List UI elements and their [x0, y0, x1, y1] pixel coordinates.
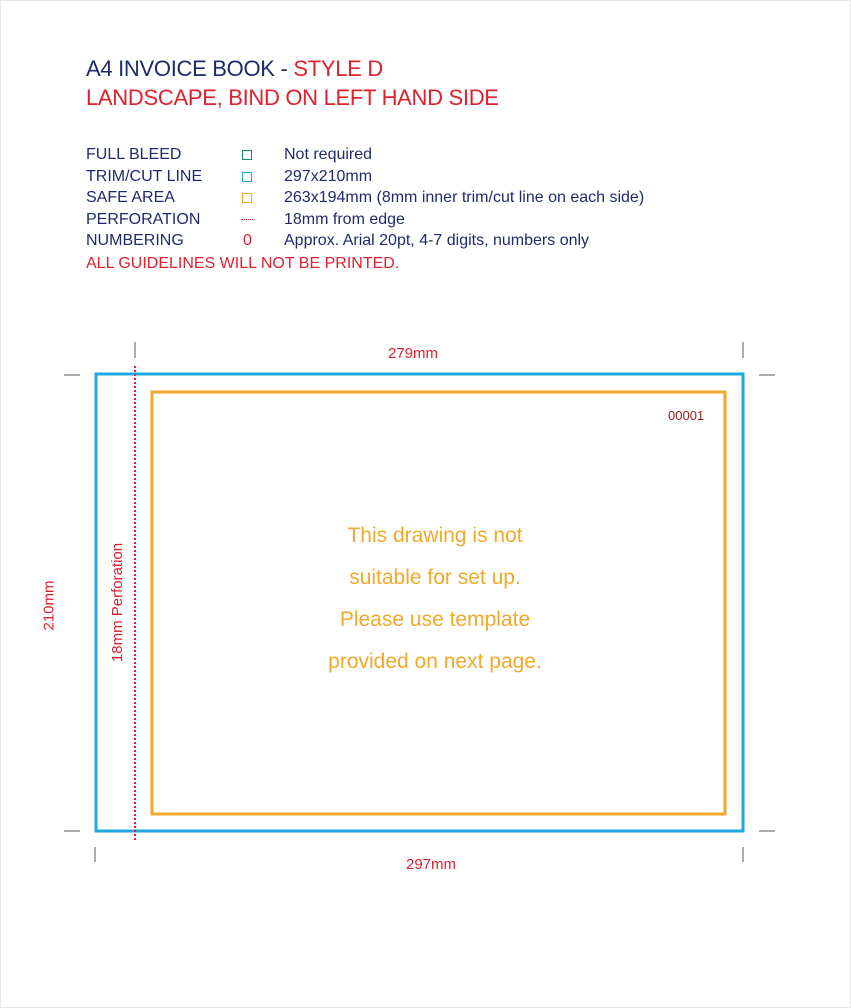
notice-line: suitable for set up.	[349, 566, 521, 589]
legend-value: 263x194mm (8mm inner trim/cut line on each side)	[284, 189, 645, 206]
bottom-dimension-label: 297mm	[406, 856, 457, 873]
legend-value: Approx. Arial 20pt, 4-7 digits, numbers only	[284, 232, 590, 249]
legend-label: TRIM/CUT LINE	[86, 167, 203, 185]
setup-notice	[300, 515, 570, 683]
legend-value: 18mm from edge	[284, 210, 405, 228]
title-style: STYLE D	[293, 56, 383, 81]
legend-label: SAFE AREA	[86, 189, 175, 206]
legend-label: FULL BLEED	[86, 146, 182, 163]
legend-value: 297x210mm	[284, 167, 373, 185]
notice-line: This drawing is not	[347, 524, 523, 547]
page-subtitle: LANDSCAPE, BIND ON LEFT HAND SIDE	[86, 85, 499, 110]
guidelines-note: ALL GUIDELINES WILL NOT BE PRINTED.	[86, 255, 400, 272]
notice-line: provided on next page.	[328, 650, 542, 673]
legend-label: PERFORATION	[86, 210, 201, 228]
left-dimension-label: 210mm	[40, 580, 58, 631]
notice-line: Please use template	[339, 608, 531, 631]
numbering-marker: 0	[243, 232, 252, 249]
top-dimension-label: 279mm	[388, 345, 439, 362]
title-main: A4 INVOICE BOOK -	[86, 56, 294, 81]
sample-number: 00001	[668, 408, 705, 423]
perforation-label: 18mm Perforation	[109, 542, 127, 663]
legend-label: NUMBERING	[86, 232, 184, 249]
legend-value: Not required	[284, 146, 373, 163]
